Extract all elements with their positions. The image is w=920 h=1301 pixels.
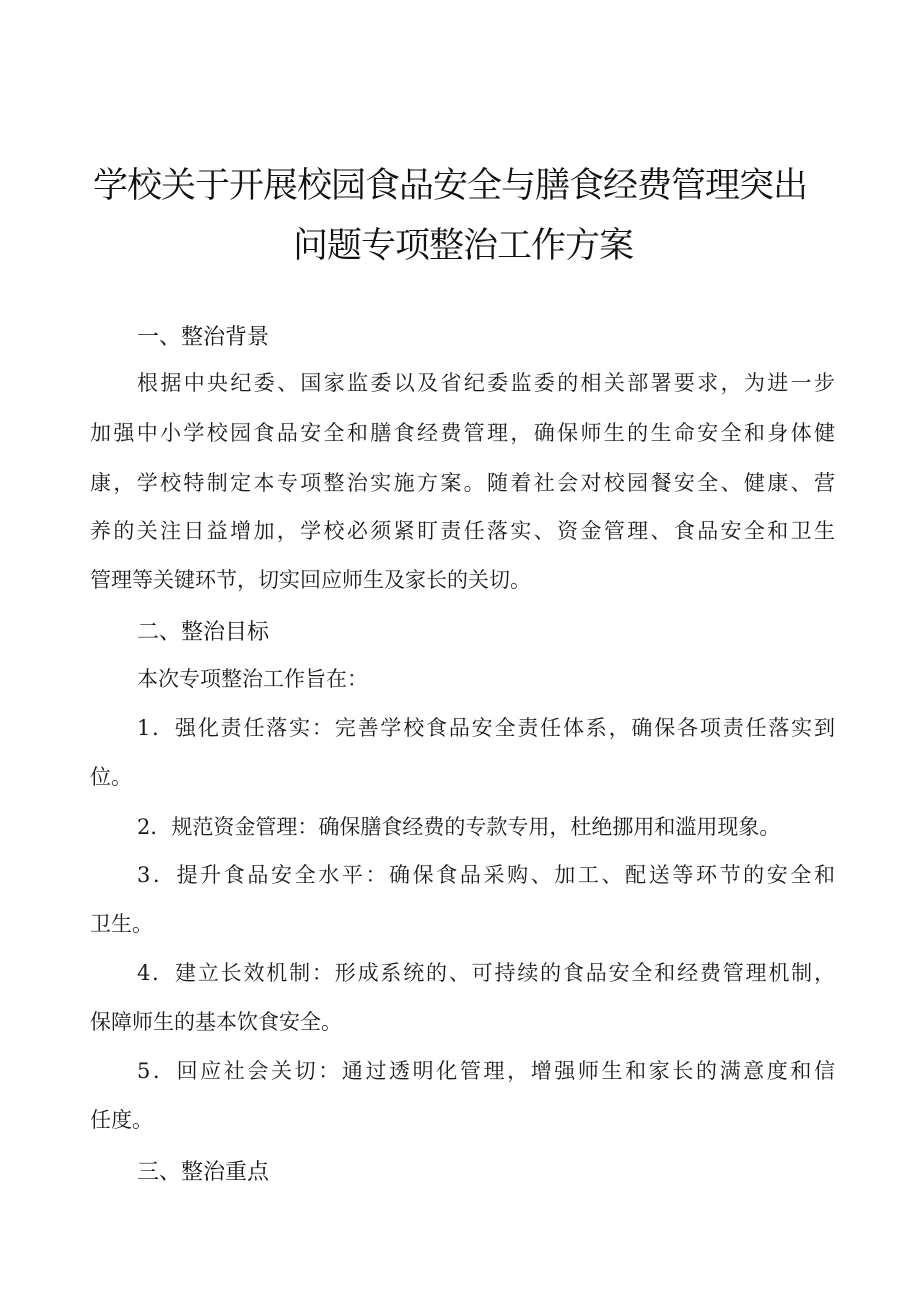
paragraph-line: 根据中央纪委、国家监委以及省纪委监委的相关部署要求，为进一步	[137, 371, 835, 395]
paragraph-line: 养的关注日益增加，学校必须紧盯责任落实、资金管理、食品安全和卫生	[90, 519, 835, 543]
goal-item-5-line-2: 任度。	[90, 1108, 153, 1132]
document-title-line-2: 问题专项整治工作方案	[292, 226, 633, 266]
paragraph-line: 管理等关键环节，切实回应师生及家长的关切。	[90, 568, 531, 592]
goal-item-4-line-1: 4．建立长效机制：形成系统的、可持续的食品安全和经费管理机制，	[137, 961, 835, 985]
document-title-line-1: 学校关于开展校园食品安全与膳食经费管理突出	[92, 166, 807, 206]
goal-item-1-line-2: 位。	[90, 765, 132, 789]
goal-item-4-line-2: 保障师生的基本饮食安全。	[90, 1010, 342, 1034]
goals-intro: 本次专项整治工作旨在：	[137, 667, 368, 691]
section-heading-goals: 二、整治目标	[137, 620, 270, 645]
goal-item-5-line-1: 5．回应社会关切：通过透明化管理，增强师生和家长的满意度和信	[137, 1059, 835, 1083]
paragraph-line: 加强中小学校园食品安全和膳食经费管理，确保师生的生命安全和身体健	[90, 421, 835, 445]
goal-item-2: 2．规范资金管理：确保膳食经费的专款专用，杜绝挪用和滥用现象。	[137, 815, 781, 839]
section-heading-background: 一、整治背景	[137, 325, 270, 350]
section-heading-focus: 三、整治重点	[137, 1160, 270, 1185]
paragraph-line: 康，学校特制定本专项整治实施方案。随着社会对校园餐安全、健康、营	[90, 471, 835, 495]
goal-item-3-line-1: 3．提升食品安全水平：确保食品采购、加工、配送等环节的安全和	[137, 863, 835, 887]
goal-item-1-line-1: 1．强化责任落实：完善学校食品安全责任体系，确保各项责任落实到	[137, 716, 835, 740]
goal-item-3-line-2: 卫生。	[90, 912, 153, 936]
